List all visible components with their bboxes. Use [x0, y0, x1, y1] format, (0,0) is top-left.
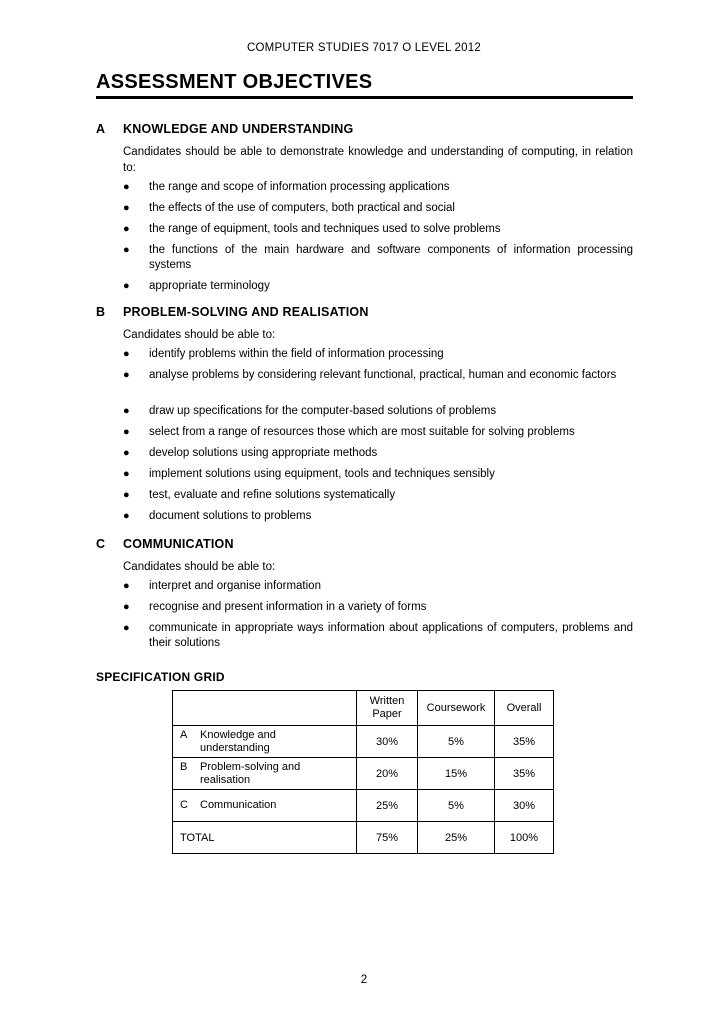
page-number: 2: [360, 974, 368, 986]
bullet-icon: ●: [123, 489, 130, 501]
list-item: ● document solutions to problems: [123, 510, 312, 522]
table-row: [173, 790, 554, 822]
section-title: KNOWLEDGE AND UNDERSTANDING: [123, 122, 354, 136]
header-blank-cell: [173, 691, 357, 726]
grid-title: SPECIFICATION GRID: [96, 670, 225, 684]
bullet-icon: ●: [123, 202, 130, 214]
cell-overall: 30%: [495, 790, 554, 822]
bullet-icon: ●: [123, 447, 130, 459]
list-item: ● the effects of the use of computers, both practical and social: [123, 202, 455, 214]
row-label: Problem-solving and realisation: [200, 760, 301, 786]
column-header: Written Paper: [357, 691, 418, 726]
table-row: [173, 758, 554, 790]
cell-written: 25%: [357, 790, 418, 822]
bullet-icon: ●: [123, 369, 130, 381]
specification-table: [172, 690, 554, 854]
bullet-icon: ●: [123, 580, 130, 592]
bullet-icon: ●: [123, 405, 130, 417]
section-intro: Candidates should be able to:: [123, 561, 276, 573]
cell-written: 30%: [357, 726, 418, 758]
bullet-icon: ●: [123, 244, 130, 256]
total-overall: 100%: [495, 822, 554, 854]
bullet-icon: ●: [123, 468, 130, 480]
row-label: Communication: [200, 799, 277, 811]
bullet-icon: ●: [123, 426, 130, 438]
list-item: ● implement solutions using equipment, tools and techniques sensibly: [123, 468, 495, 480]
row-letter: B: [180, 760, 188, 773]
list-item: ● test, evaluate and refine solutions systematically: [123, 489, 396, 501]
bullet-icon: ●: [123, 181, 130, 193]
cell-coursework: 5%: [418, 790, 495, 822]
table-total-row: [173, 822, 554, 854]
column-header: Overall: [495, 691, 554, 726]
cell-coursework: 15%: [418, 758, 495, 790]
cell-overall: 35%: [495, 726, 554, 758]
page-title: ASSESSMENT OBJECTIVES: [96, 71, 373, 93]
list-item: ● the functions of the main hardware and software components of information processing systems: [123, 244, 633, 271]
table-header-row: [173, 691, 554, 726]
table-row: [173, 726, 554, 758]
list-item: ● the range and scope of information processing applications: [123, 181, 450, 193]
column-header: Coursework: [418, 691, 495, 726]
total-written: 75%: [357, 822, 418, 854]
list-item: ● analyse problems by considering relevant functional, practical, human and economic factors: [123, 369, 617, 381]
section-intro: Candidates should be able to demonstrate knowledge and understanding of computing, in relation to:: [123, 146, 633, 174]
section-intro: Candidates should be able to:: [123, 329, 276, 341]
title-rule: [96, 96, 633, 99]
list-item: ● appropriate terminology: [123, 280, 270, 292]
total-coursework: 25%: [418, 822, 495, 854]
cell-written: 20%: [357, 758, 418, 790]
cell-overall: 35%: [495, 758, 554, 790]
list-item: ● draw up specifications for the computer-based solutions of problems: [123, 405, 497, 417]
row-letter: C: [180, 799, 188, 811]
list-item: ● recognise and present information in a variety of forms: [123, 601, 427, 613]
bullet-icon: ●: [123, 622, 130, 634]
section-letter: A: [96, 122, 106, 136]
cell-coursework: 5%: [418, 726, 495, 758]
row-label: Knowledge and understanding: [200, 728, 276, 754]
section-letter: B: [96, 305, 106, 319]
bullet-icon: ●: [123, 280, 130, 292]
bullet-icon: ●: [123, 510, 130, 522]
list-item: ● select from a range of resources those which are most suitable for solving problems: [123, 426, 575, 438]
section-title: PROBLEM-SOLVING AND REALISATION: [123, 305, 369, 319]
bullet-icon: ●: [123, 348, 130, 360]
bullet-icon: ●: [123, 223, 130, 235]
running-header: COMPUTER STUDIES 7017 O LEVEL 2012: [247, 42, 481, 54]
section-letter: C: [96, 537, 106, 551]
total-label: TOTAL: [173, 822, 357, 854]
row-letter: A: [180, 728, 188, 741]
list-item: ● develop solutions using appropriate methods: [123, 447, 378, 459]
list-item: ● the range of equipment, tools and techniques used to solve problems: [123, 223, 501, 235]
section-title: COMMUNICATION: [123, 537, 234, 551]
list-item: ● identify problems within the field of information processing: [123, 348, 444, 360]
list-item: ● communicate in appropriate ways information about applications of computers, problems and their solutions: [123, 622, 633, 649]
list-item: ● interpret and organise information: [123, 580, 321, 592]
bullet-icon: ●: [123, 601, 130, 613]
